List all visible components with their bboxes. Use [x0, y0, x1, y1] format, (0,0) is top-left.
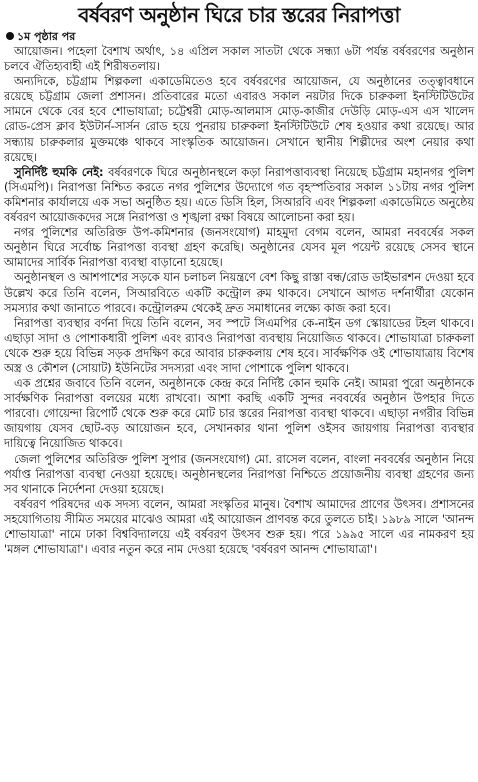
headline: বর্ষবরণ অনুষ্ঠান ঘিরে চার স্তরের নিরাপত্তা — [78, 3, 400, 27]
paragraph-text: জেলা পুলিশের অতিরিক্ত পুলিশ সুপার (জনসংযোগ) মো. রাসেল বলেন, বাংলা নববর্ষের অনুষ্ঠান নিয়ে পর্যাপ্ত নিরাপত্তা ব্যবস্থা নেওয়া হয়েছে। অনুষ্ঠানস্থলের নিরাপত্তা নিশ্চিতে প্রয়োজনীয় ব্যবস্থা গ্রহণের জন্য সব থানাকে নির্দেশনা দেওয়া হয়েছে। — [4, 452, 474, 496]
paragraph-text: বর্ষবরণকে ঘিরে অনুষ্ঠানস্থলে কড়া নিরাপত্তাব্যবস্থা নিয়েছে চট্টগ্রাম মহানগর পুলিশ (সিএমপি)। নিরাপত্তা নিশ্চিত করতে নগর পুলিশের উদ্যোগে গত বৃহস্পতিবার সকাল ১১টায় নগর পুলিশ কমিশনার কার্যালয়ে এক সভা অনুষ্ঠিত হয়। এতে ডিসি হিল, সিআরবি এবং শিল্পকলা একাডেমিতে অনুষ্ঠেয় বর্ষবরণ আয়োজকদের সঙ্গে নিরাপত্তা ও শৃঙ্খলা রক্ষা বিষয়ে আলোচনা করা হয়। — [4, 165, 475, 225]
paragraph-5 — [4, 270, 474, 315]
paragraph-text: আয়োজন। পহেলা বৈশাখ অর্থাৎ, ১৪ এপ্রিল সকাল সাতটা থেকে সন্ধ্যা ৬টা পর্যন্ত বর্ষবরণের অনুষ্ঠান চলবে ঐতিহ্যবাহী এই শিরীষতলায়। — [4, 45, 474, 74]
paragraph-text: বর্ষবরণ পরিষদের এক সদস্য বলেন, আমরা সংস্কৃতির মানুষ। বৈশাখ আমাদের প্রাণের উৎসব। প্রশাসনের সহযোগিতায় সীমিত সময়ের মাঝেও আমরা এই আয়োজন প্রাণবন্ত করে তুলতে চাই। ১৯৮৯ সালে 'আনন্দ শোভাযাত্রা' নামে ঢাকা বিশ্ববিদ্যালয়ে এই বর্ষবরণ উৎসব শুরু হয়। পরে ১৯৯৫ সালে এর নামকরণ হয় 'মঙ্গল শোভাযাত্রা'। এবার নতুন করে নাম দেওয়া হয়েছে 'বর্ষবরণ আনন্দ শোভাযাত্রা'। — [4, 497, 474, 557]
bullet-icon — [6, 32, 14, 40]
subhead-no-specific-threat: সুনির্দিষ্ট হুমকি নেই: — [14, 165, 104, 179]
paragraph-8 — [4, 452, 474, 497]
paragraph-text: নগর পুলিশের অতিরিক্ত উপ-কমিশনার (জনসংযোগ) মাহমুদা বেগম বলেন, আমরা নববর্ষের সকল অনুষ্ঠান ঘিরে সর্বোচ্চ নিরাপত্তা ব্যবস্থা গ্রহণ করেছি। অনুষ্ঠানের যেসব মূল পয়েন্ট রয়েছে সেসব স্থানে আমাদের সার্বিক নিরাপত্তা ব্যবস্থা বাড়ানো হয়েছে। — [4, 226, 474, 270]
continued-label: ১ম পৃষ্ঠার পর — [17, 30, 76, 43]
paragraph-7 — [4, 376, 474, 451]
paragraph-9 — [4, 497, 474, 557]
paragraph-text: অন্যদিকে, চট্টগ্রাম শিল্পকলা একাডেমিতেও হবে বর্ষবরণের আয়োজন, যে অনুষ্ঠানের তত্ত্বাবধানে রয়েছে চট্টগ্রাম জেলা প্রশাসন। প্রতিবারের মতো এবারও সকাল নয়টার দিকে চারুকলা ইনস্টিটিউটের সামনে থেকে বের হবে শোভাযাত্রা; চট্টেশ্বরী মোড়-আলমাস মোড়-কাজীর দেউড়ি মোড়-এস এস খালেদ রোড-প্রেস ক্লাব ইউটার্ন-সার্সন রোড হয়ে পুনরায় চারুকলা ইনস্টিটিউটে শেষ হওয়ার কথা রয়েছে। আর সন্ধ্যায় চারুকলার মুক্তমঞ্চে থাকবে সাংস্কৃতিক আয়োজন। সেখানে স্থানীয় শিল্পীদের অংশ নেয়ার কথা রয়েছে। — [4, 75, 474, 164]
paragraph-6 — [4, 316, 474, 376]
paragraph-text: এক প্রশ্নের জবাবে তিনি বলেন, অনুষ্ঠানকে কেন্দ্র করে নির্দিষ্ট কোন হুমকি নেই। আমরা পুরো অনুষ্ঠানকে সার্বক্ষণিক নিরাপত্তা বলয়ের মধ্যে রাখবো। আশা করছি একটি সুন্দর নববর্ষের অনুষ্ঠান উপহার দিতে পারবো। গোয়েন্দা রিপোর্ট থেকে শুরু করে মোট চার স্তরের নিরাপত্তা ব্যবস্থা থাকবে। এছাড়া নগরীর বিভিন্ন জায়গায় যেসব ছোট-বড় আয়োজন হবে, সেখানকার থানা পুলিশ ওইসব জায়গায় নিরাপত্তা ব্যবস্থার দায়িত্বে নিয়োজিত থাকবে। — [4, 377, 474, 451]
article-body — [4, 44, 474, 557]
paragraph-4 — [4, 225, 474, 270]
paragraph-3 — [4, 165, 474, 225]
paragraph-text: অনুষ্ঠানস্থল ও আশপাশের সড়কে যান চলাচল নিয়ন্ত্রণে বেশ কিছু রাস্তা বন্ধ/রোড ডাইভারশন দেওয়া হবে উল্লেখ করে তিনি বলেন, সিআরবিতে একটি কন্ট্রোল রুম থাকবে। সেখানে আগত দর্শনার্থীরা যেকোন সমস্যার কথা জানাতে পারবে। কন্ট্রোলরুম থেকেই দ্রুত সমাধানের লক্ষ্যে কাজ করা হবে। — [4, 271, 474, 315]
continued-from-page-one — [6, 29, 474, 44]
paragraph-2 — [4, 74, 474, 165]
paragraph-text: নিরাপত্তা ব্যবস্থার বর্ণনা দিয়ে তিনি বলেন, সব স্পটে সিএমপির কে-নাইন ডগ স্কোয়াডের টহল থাকবে। এছাড়া সাদা ও পোশাকধারী পুলিশ এবং র‌্যাবও নিরাপত্তা ব্যবস্থায় নিয়োজিত থাকবে। শোভাযাত্রা চারুকলা থেকে শুরু হয়ে বিভিন্ন সড়ক প্রদক্ষিণ করে আবার চারুকলায় শেষ হবে। সার্বক্ষণিক ওই শোভাযাত্রায় বিশেষ অস্ত্র ও কৌশল (সোয়াট) ইউনিটের সদস্যরা এবং সাদা পোশাকে পুলিশ থাকবে। — [4, 316, 474, 375]
paragraph-1 — [4, 44, 474, 74]
